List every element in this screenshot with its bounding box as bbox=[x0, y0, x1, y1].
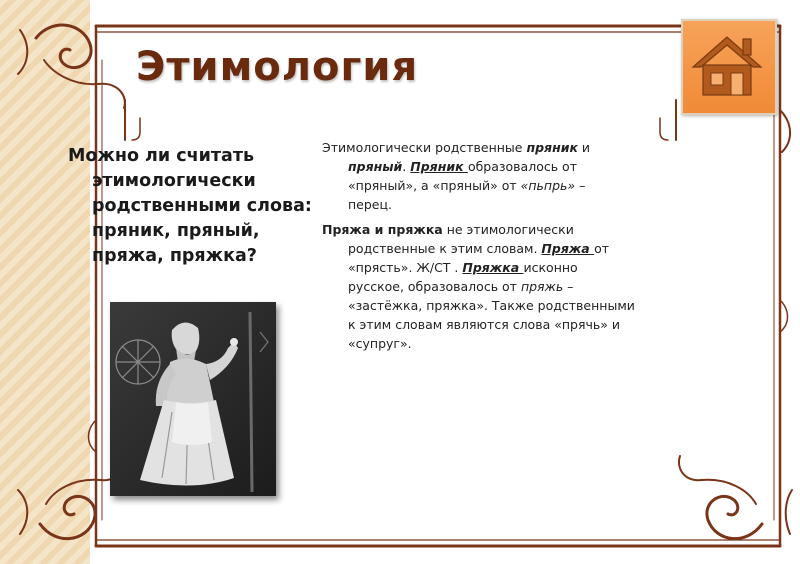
house-icon bbox=[683, 21, 771, 109]
text-run: «прясть». Ж/СТ . bbox=[348, 260, 463, 275]
text-run: образовалось от bbox=[467, 159, 577, 174]
text-run: – bbox=[563, 279, 574, 294]
home-button[interactable] bbox=[681, 19, 777, 115]
question-line: пряник, пряный, bbox=[92, 221, 260, 241]
text-line bbox=[322, 220, 640, 239]
question-line: родственными слова: bbox=[92, 196, 312, 216]
text-run: родственные к этим словам. bbox=[348, 241, 542, 256]
text-line: перец. bbox=[348, 197, 392, 212]
paragraph-etymology-pryazha bbox=[322, 220, 640, 353]
emphasis-word: Пряжа и пряжка bbox=[322, 222, 443, 237]
text-run: исконно bbox=[523, 260, 578, 275]
question-text bbox=[68, 144, 333, 269]
emphasis-word: пряник bbox=[526, 140, 578, 155]
emphasis-word: Пряник bbox=[410, 159, 468, 174]
text-line bbox=[322, 157, 640, 176]
emphasis-word: Пряжа bbox=[541, 241, 595, 256]
text-line bbox=[322, 277, 640, 296]
spinner-girl-illustration bbox=[110, 302, 276, 496]
text-run: и bbox=[577, 140, 591, 155]
question-line: Можно ли считать bbox=[68, 146, 255, 166]
text-run: «пряный», а «пряный» от bbox=[348, 178, 521, 193]
text-run: . bbox=[402, 159, 411, 174]
emphasis-word: «пьпрь» bbox=[520, 178, 576, 193]
text-run: от bbox=[594, 241, 610, 256]
text-line bbox=[322, 258, 640, 277]
text-run: русское, образовалось от bbox=[348, 279, 521, 294]
text-run: не этимологически bbox=[442, 222, 574, 237]
paragraph-etymology-pryanik bbox=[322, 138, 640, 214]
text-run: – bbox=[575, 178, 586, 193]
text-line: к этим словам являются слова «прячь» и bbox=[348, 317, 620, 332]
text-line bbox=[322, 239, 640, 258]
text-run: Этимологически родственные bbox=[322, 140, 527, 155]
text-line: «застёжка, пряжка». Также родственными bbox=[348, 298, 635, 313]
emphasis-word: пряжь bbox=[520, 279, 564, 294]
explanation-text bbox=[322, 138, 640, 359]
emphasis-word: пряный bbox=[348, 159, 403, 174]
question-line: этимологически bbox=[92, 171, 256, 191]
text-line bbox=[322, 138, 640, 157]
text-line: «супруг». bbox=[348, 336, 412, 351]
slide-title: Этимология bbox=[136, 44, 419, 90]
emphasis-word: Пряжка bbox=[462, 260, 524, 275]
question-line: пряжа, пряжка? bbox=[92, 246, 257, 266]
text-line bbox=[322, 176, 640, 195]
